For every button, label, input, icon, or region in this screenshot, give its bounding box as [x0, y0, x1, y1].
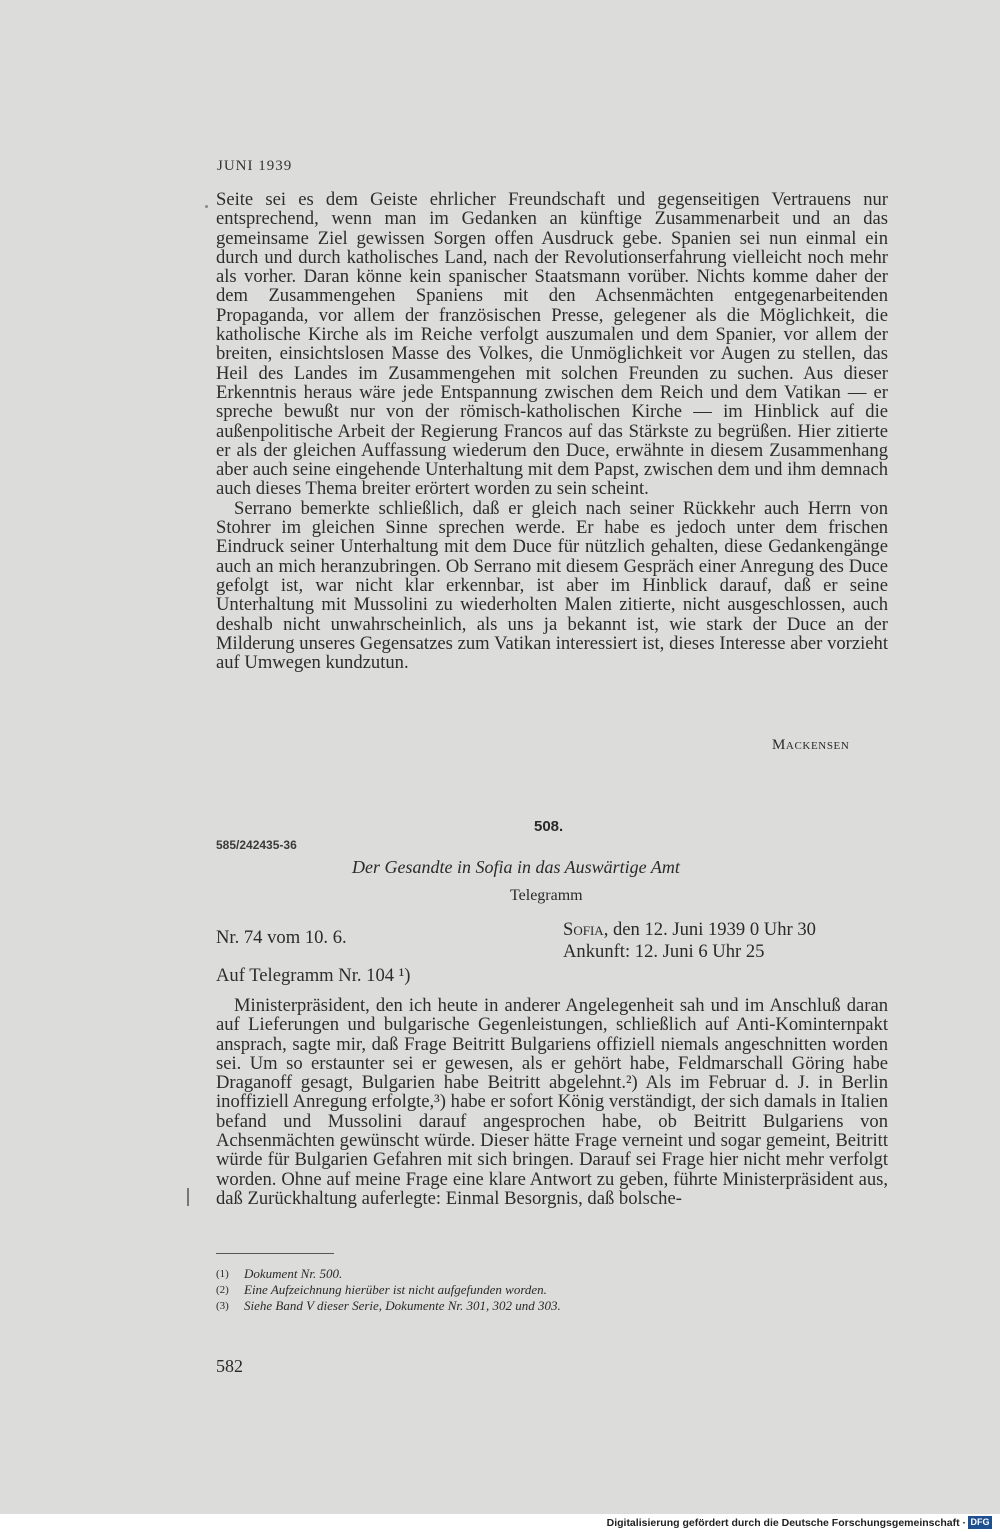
footnote-text: Eine Aufzeichnung hierüber ist nicht aufgefunden worden. — [244, 1282, 547, 1297]
footnote-text: Dokument Nr. 500. — [244, 1266, 343, 1281]
footnotes — [216, 1266, 561, 1314]
paragraph: Ministerpräsident, den ich heute in anderer Angelegenheit sah und im Anschluß daran auf Lieferungen und bulgarische Gegenleistungen, schließlich auf Anti-Kominternpakt ansprach, sagte mir, daß Frage Beitritt Bulgariens offiziell niemals angeschnitten worden sei. Um so erstaunter sei er gewesen, als er gehört habe, Feldmarschall Göring habe Draganoff gesagt, Bulgarien habe Beitritt abgelehnt.²) Als im Februar d. J. in Berlin inoffiziell Anregung erfolgte,³) habe er sofort König verständigt, der sich damals in Italien befand und Mussolini darauf angesprochen habe, ob Beitritt Bulgariens von Achsenmächten gewünscht würde. Dieser hätte Frage verneint und sogar gemeint, Beitritt würde für Bulgarien Gefahren mit sich bringen. Darauf sei Frage hier nicht mehr verfolgt worden. Ohne auf meine Frage eine klare Antwort zu geben, führte Ministerpräsident aus, daß Zurückhaltung auferlegte: Einmal Besorgnis, daß bolsche- — [216, 995, 888, 1209]
document-type: Telegramm — [510, 887, 583, 904]
page-number: 582 — [216, 1356, 243, 1376]
running-head: JUNI 1939 — [217, 158, 293, 174]
telegram-reference-block — [216, 966, 888, 985]
footnote — [216, 1266, 561, 1282]
paragraph: Seite sei es dem Geiste ehrlicher Freundschaft und gegenseitigen Vertrauens nur entsprechend, wenn man im Gedanken an künftige Zusammenarbeit und an das gemeinsame Ziel gewissen Sorgen offen Ausdruck gebe. Spanien sei nun einmal ein durch und durch katholisches Land, nach der Revolutionserfahrung vielleicht noch mehr als vorher. Daran könne kein spanischer Staatsmann vorüber. Nichts komme daher der dem Zusammengehen Spaniens mit den Achsenmächten entgegenarbeitenden Propaganda, vor allem der französischen Presse, gelegener als die Möglichkeit, die katholische Kirche als im Reiche verfolgt auszumalen und dem Spanier, vor allem der breiten, einsichtslosen Masse des Volkes, die Unmöglichkeit vor Augen zu stellen, das Heil des Landes im Zusammengehen mit solchen Freunden zu suchen. Aus dieser Erkenntnis heraus wäre jede Entspannung zwischen dem Reich und dem Vatikan — er spreche bewußt nur von der römisch-katholischen Kirche — im Hinblick auf die außenpolitische Arbeit der Regierung Francos auf das Stärkste zu begrüßen. Hier zitierte er als der gleichen Auffassung wiederum den Duce, erwähnte in diesem Zusammenhang aber auch seine eingehende Unterhaltung mit dem Papst, zwischen dem und ihm demnach auch dieses Thema breiter erörtert worden zu sein scheint. — [216, 189, 888, 500]
place: Sofia — [563, 919, 604, 940]
file-reference: 585/242435-36 — [216, 838, 297, 852]
footnote-number: (3) — [216, 1300, 229, 1312]
telegram-text — [216, 996, 888, 1208]
sent-date: , den 12. Juni 1939 0 Uhr 30 — [603, 919, 816, 940]
footnote-number: (1) — [216, 1268, 229, 1280]
dfg-logo-icon: DFG — [968, 1516, 992, 1529]
telegram-dateline — [563, 919, 816, 963]
signature: Mackensen — [772, 737, 850, 753]
telegram-number: Nr. 74 vom 10. 6. — [216, 927, 347, 948]
document-number: 508. — [534, 818, 564, 835]
document-title: Der Gesandte in Sofia in das Auswärtige Amt — [352, 857, 680, 877]
footnote-rule — [216, 1253, 334, 1254]
footnote-text: Siehe Band V dieser Serie, Dokumente Nr. 301, 302 und 303. — [244, 1298, 561, 1313]
arrival: Ankunft: 12. Juni 6 Uhr 25 — [563, 941, 765, 962]
footnote — [216, 1298, 561, 1314]
margin-mark — [205, 205, 208, 208]
previous-document-text — [216, 190, 888, 672]
paragraph: Serrano bemerkte schließlich, daß er gleich nach seiner Rückkehr auch Herrn von Stohrer im gleichen Sinne sprechen werde. Er habe es jedoch unter dem frischen Eindruck seiner Unterhaltung mit dem Duce für nützlich gehalten, diese Gedankengänge auch an mich heranzubringen. Ob Serrano mit diesem Gespräch einer Anregung des Duce gefolgt ist, war nicht klar erkennbar, ist aber im Hinblick darauf, daß er seine Unterhaltung mit Mussolini zu wiederholten Malen zitierte, nicht ausgeschlossen, auch deshalb nicht unwahrscheinlich, als uns ja bekannt ist, wie stark der Duce an der Milderung unseres Gegensatzes zum Vatikan interessiert ist, dieses Interesse aber vorzieht auf Umwegen kundzutun. — [216, 497, 888, 674]
footnote — [216, 1282, 561, 1298]
footnote-number: (2) — [216, 1284, 229, 1296]
telegram-reference: Auf Telegramm Nr. 104 ¹) — [216, 965, 411, 986]
margin-mark — [187, 1188, 189, 1206]
funding-credit: Digitalisierung gefördert durch die Deutsche Forschungsgemeinschaft · — [606, 1517, 966, 1529]
